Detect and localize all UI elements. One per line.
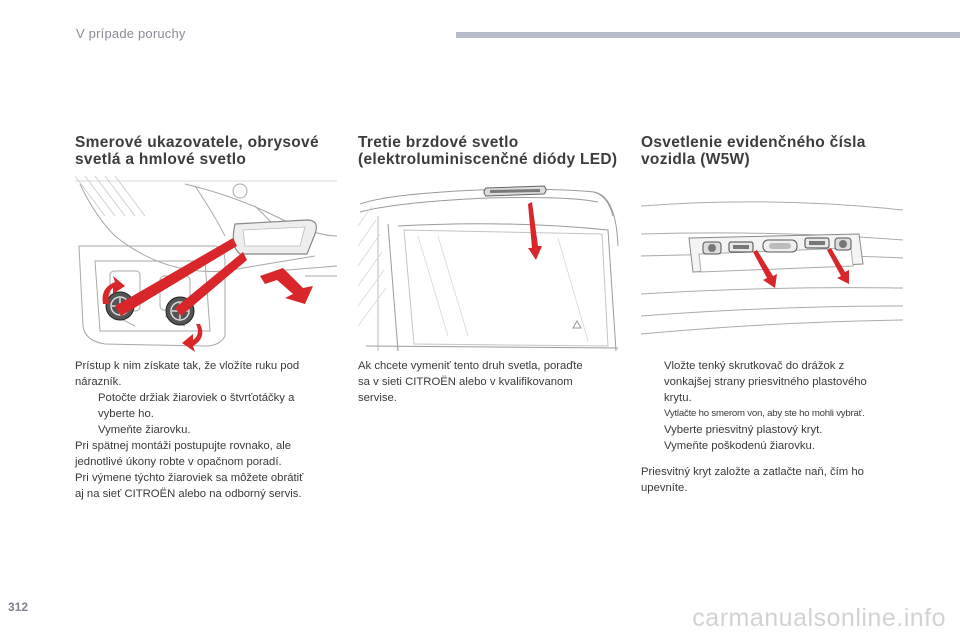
heading-line: vozidla (W5W)	[641, 151, 750, 168]
section-heading	[641, 134, 911, 174]
page-number: 312	[8, 600, 29, 614]
bullet-line: Vymeňte poškodenú žiarovku.	[664, 440, 815, 452]
paragraph-line: jednotlivé úkony robte v opačnom poradí.	[75, 456, 282, 468]
paragraph-line: sa v sieti CITROËN alebo v kvalifikovanom	[358, 376, 573, 388]
header-bar	[456, 32, 960, 38]
section-license-plate-light	[641, 134, 911, 494]
section-heading	[75, 134, 345, 174]
paragraph-line: nárazník.	[75, 376, 122, 388]
heading-line: Smerové ukazovatele, obrysové	[75, 134, 319, 151]
turn-signal-illustration	[75, 176, 337, 356]
brake-light-illustration	[358, 176, 620, 356]
section-third-brake-light	[358, 134, 628, 404]
bullet-line: Vytlačte ho smerom von, aby ste ho mohli vybrať.	[664, 408, 865, 419]
bullet-item	[641, 358, 913, 406]
bullet-item	[641, 422, 913, 438]
bullet-line: Vymeňte žiarovku.	[98, 424, 191, 436]
paragraph-line: Prístup k nim získate tak, že vložíte ruku pod	[75, 360, 300, 372]
section-heading	[358, 134, 628, 174]
bullet-line: krytu.	[664, 392, 692, 404]
bullet-item	[641, 406, 913, 422]
chapter-title: V prípade poruchy	[76, 26, 186, 41]
bullet-item	[641, 438, 913, 454]
paragraph-line: upevníte.	[641, 482, 688, 494]
section-instructions	[641, 358, 913, 496]
bullet-line: Vložte tenký skrutkovač do drážok z	[664, 360, 845, 372]
bullet-line: Potočte držiak žiaroviek o štvrťotáčky a	[98, 392, 295, 404]
watermark: carmanualsonline.info	[692, 604, 946, 632]
heading-line: svetlá a hmlové svetlo	[75, 151, 247, 168]
section-turn-signals	[75, 134, 345, 500]
paragraph-line: servise.	[358, 392, 397, 404]
paragraph-line: Pri výmene týchto žiaroviek sa môžete obrátiť	[75, 472, 304, 484]
paragraph-line: Pri spätnej montáži postupujte rovnako, ale	[75, 440, 292, 452]
paragraph-line: Priesvitný kryt založte a zatlačte naň, čím ho	[641, 466, 864, 478]
paragraph-line: Ak chcete vymeniť tento druh svetla, poraďte	[358, 360, 583, 372]
bullet-item	[75, 422, 347, 438]
license-plate-light-illustration	[641, 176, 903, 356]
bullet-line: vyberte ho.	[98, 408, 154, 420]
section-instructions	[75, 358, 347, 502]
bullet-item	[75, 390, 347, 422]
paragraph-line: aj na sieť CITROËN alebo na odborný servis.	[75, 488, 302, 500]
heading-line: (elektroluminiscenčné diódy LED)	[358, 151, 618, 168]
heading-line: Osvetlenie evidenčného čísla	[641, 134, 866, 151]
section-instructions	[358, 358, 630, 406]
bullet-line: vonkajšej strany priesvitného plastového	[664, 376, 867, 388]
heading-line: Tretie brzdové svetlo	[358, 134, 519, 151]
bullet-line: Vyberte priesvitný plastový kryt.	[664, 424, 823, 436]
